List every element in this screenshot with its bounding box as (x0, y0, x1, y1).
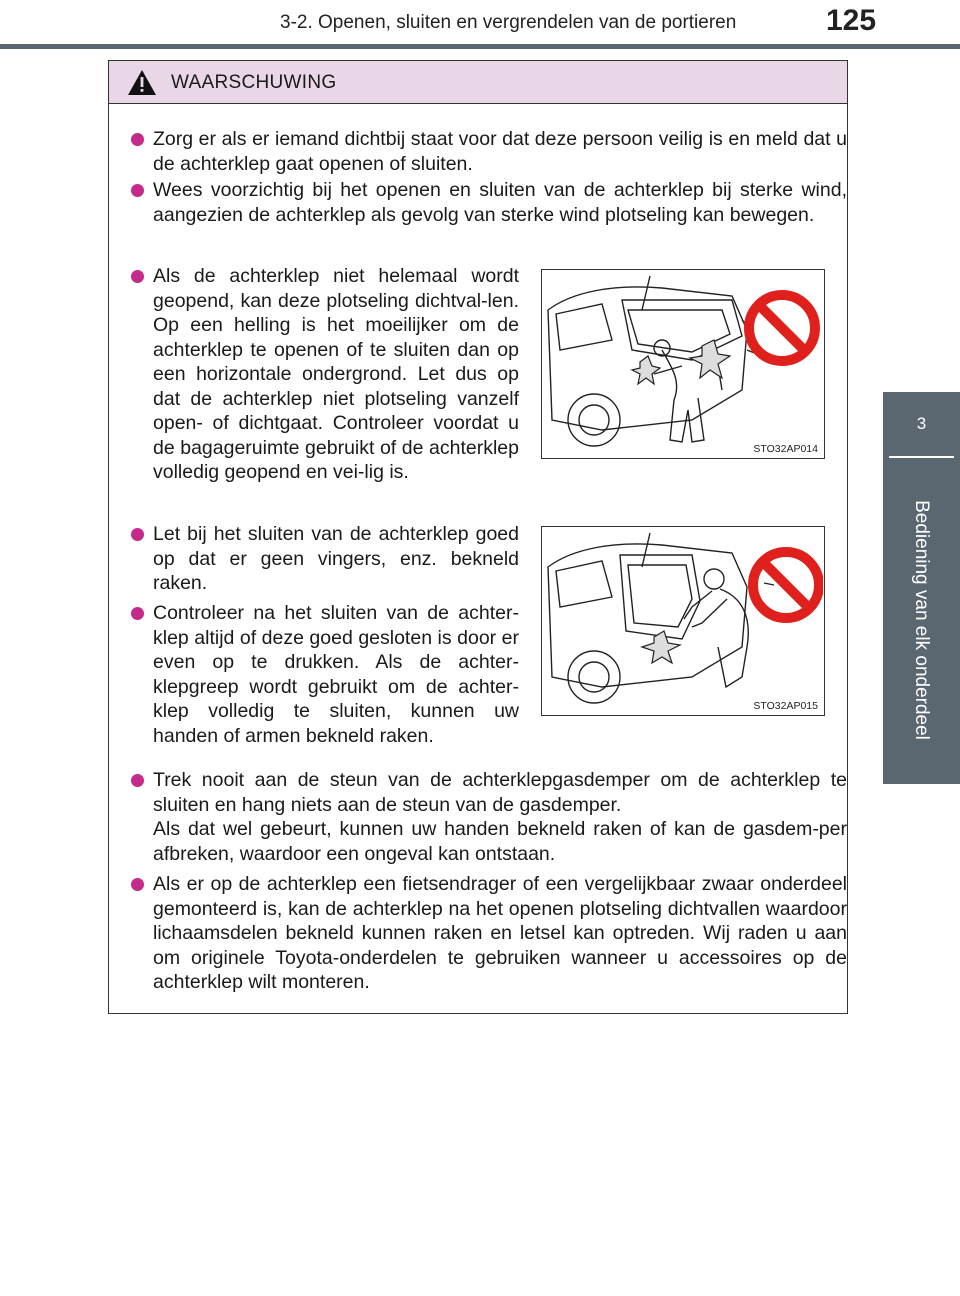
warning-item (131, 127, 847, 176)
warning-item-text: Trek nooit aan de steun van de achterklepgasdemper om de achterklep te sluiten en hang niets aan de steun van de gasdemper. (153, 769, 847, 816)
bullet-icon (131, 878, 144, 891)
chapter-number: 3 (916, 414, 927, 433)
illustration-hands-pinched (541, 526, 825, 716)
header-rule (0, 44, 960, 49)
tab-divider (889, 456, 954, 458)
warning-item-text: Wees voorzichtig bij het openen en sluiten van de achterklep bij sterke wind, aangezien de achterklep als gevolg van sterke wind plotseling kan bewegen. (153, 179, 847, 226)
bullet-icon (131, 528, 144, 541)
prohibition-icon (749, 295, 815, 361)
bullet-icon (131, 133, 144, 146)
bullet-icon (131, 607, 144, 620)
chapter-title: Bediening van elk onderdeel (911, 500, 932, 740)
warning-item-text: Als er op de achterklep een fietsendrager of een vergelijkbaar zwaar onderdeel gemonteerd is, kan de achterklep na het openen plotseling dichtvallen waardoor lichaamsdelen bekneld kunnen raken en letsel kan optreden. Wij raden u aan om originele Toyota-onderdelen te gebruiken wanneer u accessoires op de achterklep wilt monteren. (153, 873, 847, 993)
warning-item (131, 872, 847, 995)
warning-item-text: Controleer na het sluiten van de achter-klep altijd of deze goed gesloten is door er even op te drukken. Als de achter-klepgreep wordt gebruikt om de achter-klep volledig te sluiten, kunnen uw handen of armen bekneld raken. (153, 602, 519, 747)
warning-item (131, 264, 519, 485)
warning-header (109, 61, 847, 104)
warning-item-extra: Als dat wel gebeurt, kunnen uw handen bekneld raken of kan de gasdem-per afbreken, waardoor een ongeval kan ontstaan. (153, 818, 847, 865)
figure-code: STO32AP014 (753, 443, 818, 455)
tailgate-illustration (542, 270, 823, 457)
chapter-tab (883, 392, 960, 784)
warning-box (108, 60, 848, 1014)
warning-item-text: Zorg er als er iemand dichtbij staat voor dat deze persoon veilig is en meld dat u de achterklep gaat openen of sluiten. (153, 128, 847, 175)
warning-item (131, 601, 519, 748)
tailgate-closing-illustration (542, 527, 823, 714)
warning-item (131, 178, 847, 227)
warning-heading: WAARSCHUWING (171, 72, 337, 93)
section-title: 3-2. Openen, sluiten en vergrendelen van de portieren (280, 12, 737, 33)
bullet-icon (131, 270, 144, 283)
warning-item (131, 768, 847, 866)
warning-item-text: Let bij het sluiten van de achterklep goed op dat er geen vingers, enz. bekneld raken. (153, 523, 519, 594)
warning-item-text: Als de achterklep niet helemaal wordt geopend, kan deze plotseling dichtval-len. Op een helling is het moeilijker om de achterklep te openen of te sluiten dan op een horizontale ondergrond. Let dus op dat de achterklep niet plotseling vanzelf open- of dichtgaat. Controleer voordat u de bagageruimte gebruikt of de achterklep volledig geopend en vei-lig is. (153, 265, 519, 483)
prohibition-icon (753, 552, 819, 618)
bullet-icon (131, 184, 144, 197)
page-number: 125 (826, 4, 877, 37)
warning-triangle-icon (127, 69, 157, 96)
bullet-icon (131, 774, 144, 787)
figure-code: STO32AP015 (753, 700, 818, 712)
illustration-tailgate-falling (541, 269, 825, 459)
warning-item (131, 522, 519, 596)
